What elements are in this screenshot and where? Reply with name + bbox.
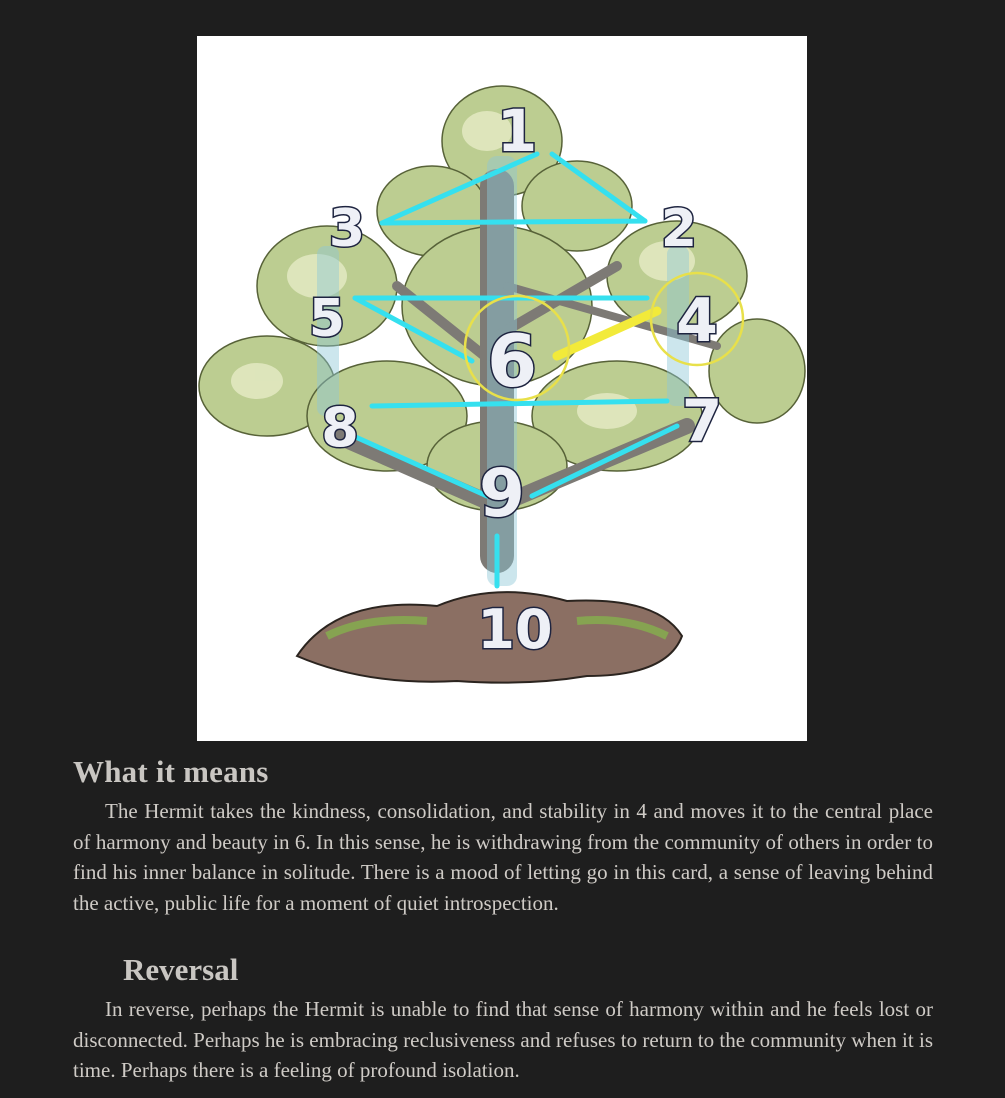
sephira-number-7: 7 xyxy=(681,387,723,455)
sephira-number-10: 10 xyxy=(477,598,553,661)
sephira-number-1: 1 xyxy=(496,97,538,165)
tree-of-life-diagram xyxy=(197,36,807,741)
section-body-what-it-means: The Hermit takes the kindness, consolidation, and stability in 4 and moves it to the central place of harmony and beauty in 6. In this sense, he is withdrawing from the community of others in order to find his inner balance in solitude. There is a mood of letting go in this card, a sense of leaving behind the active, public life for a moment of quiet introspection. xyxy=(73,799,933,915)
section-body-reversal: In reverse, perhaps the Hermit is unable to find that sense of harmony within and he feels lost or disconnected. Perhaps he is embracing reclusiveness and refuses to return to the community when it is time. Perhaps there is a feeling of profound isolation. xyxy=(73,997,933,1083)
section-heading-what-it-means: What it means xyxy=(73,754,269,789)
sephira-number-3: 3 xyxy=(328,199,366,259)
sephira-number-6: 6 xyxy=(486,319,538,403)
tree-of-life-image xyxy=(197,36,807,741)
sephira-number-9: 9 xyxy=(479,455,525,532)
section-heading-reversal: Reversal xyxy=(123,952,239,987)
sephira-number-5: 5 xyxy=(308,289,346,349)
sephira-number-8: 8 xyxy=(321,396,359,459)
sephira-number-2: 2 xyxy=(660,199,698,259)
sephira-number-4: 4 xyxy=(676,286,718,356)
